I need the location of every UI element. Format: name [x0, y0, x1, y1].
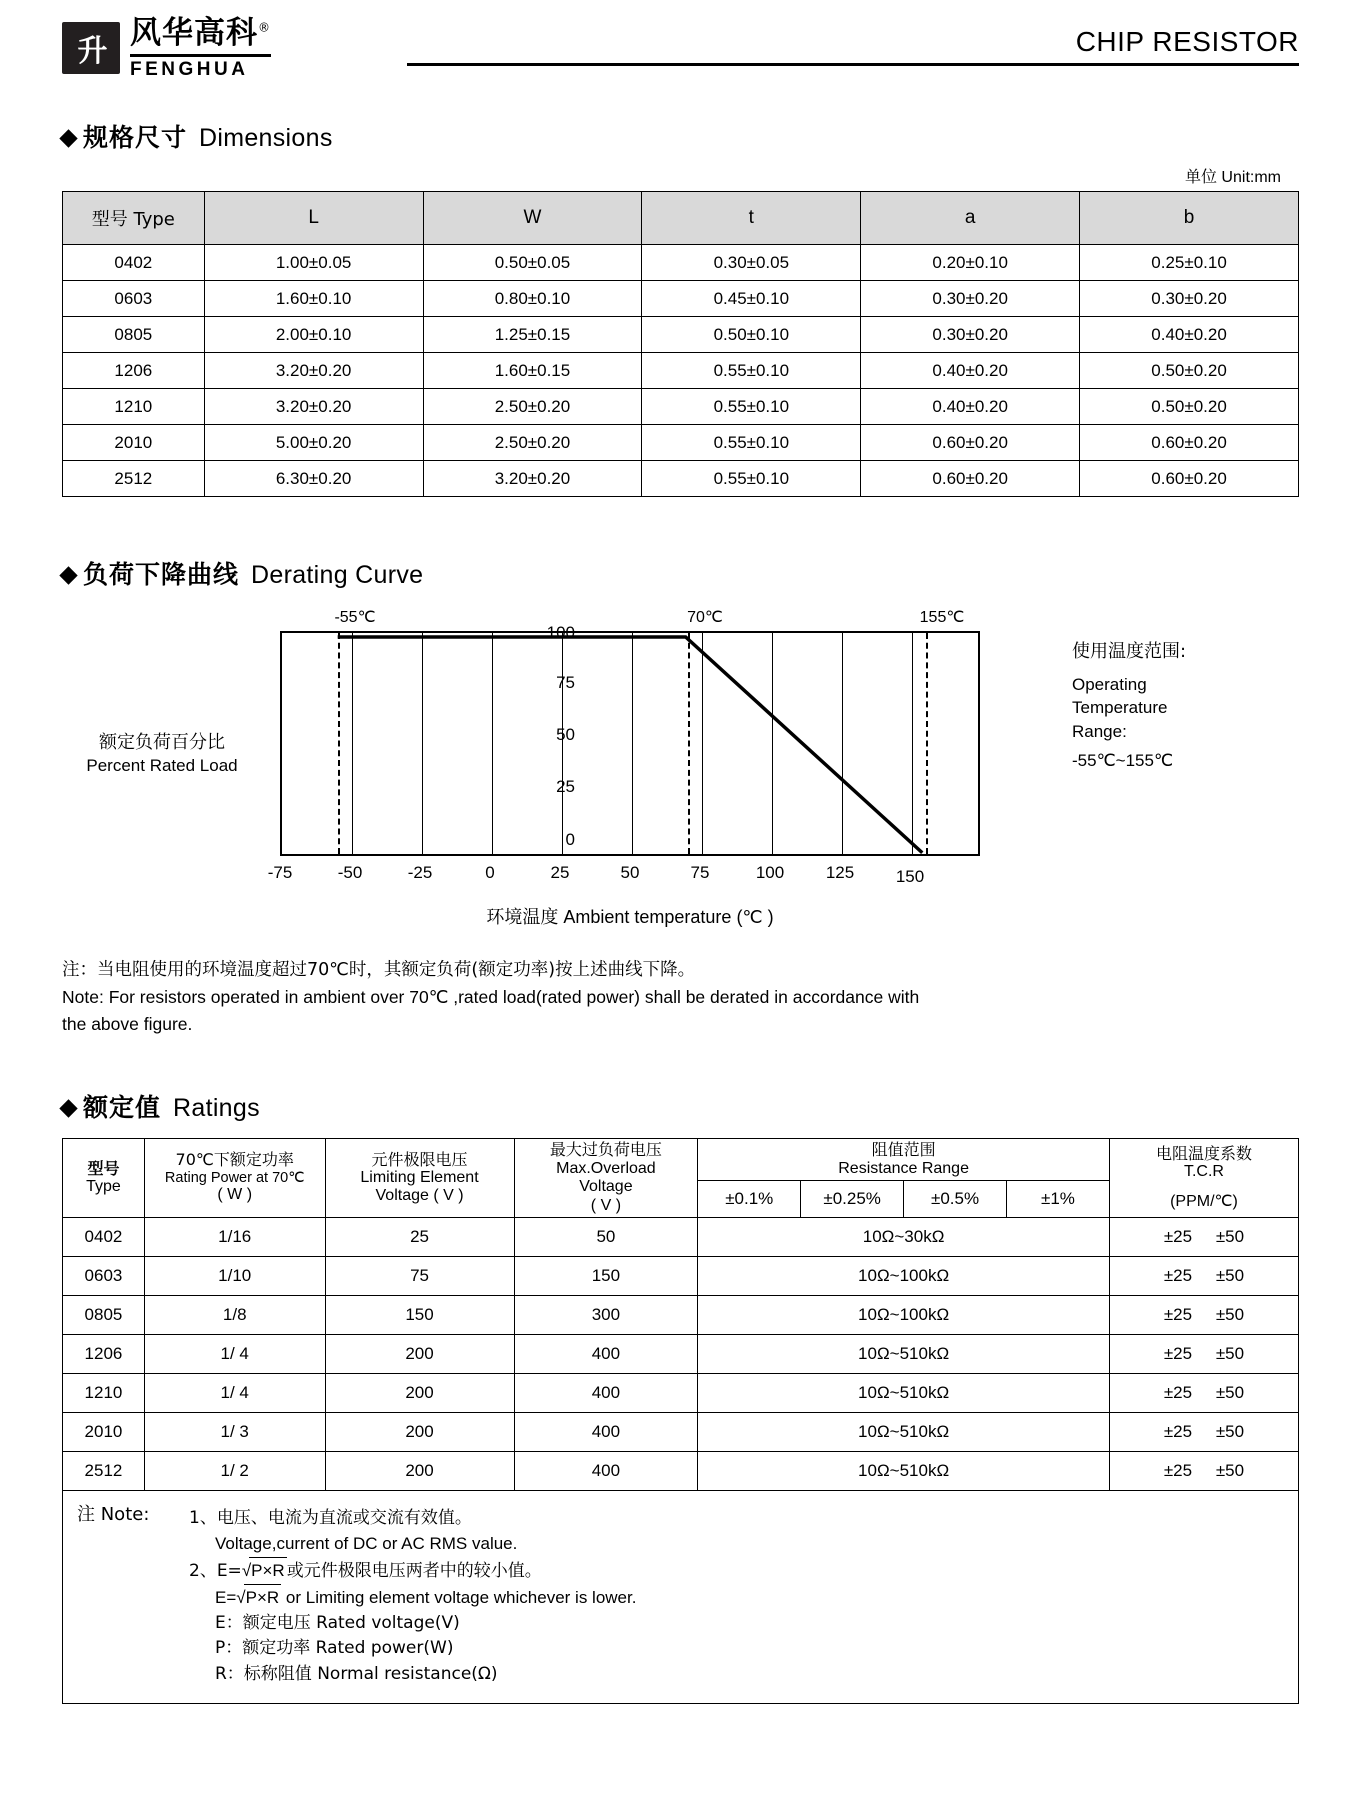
cell-type: 0402 [63, 1217, 145, 1256]
cell-b: 0.50±0.20 [1080, 389, 1299, 425]
cell-power: 1/ 4 [144, 1334, 325, 1373]
cell-tcr-1: ±25 [1163, 1460, 1193, 1480]
chart-xtick--50: -50 [337, 863, 363, 882]
cell-power: 1/ 3 [144, 1412, 325, 1451]
rat-col-tcr-en: T.C.R [1183, 1162, 1224, 1180]
cell-type: 0402 [63, 245, 205, 281]
cell-w: 0.50±0.05 [423, 245, 642, 281]
cell-b: 0.50±0.20 [1080, 353, 1299, 389]
dimensions-heading-en: Dimensions [199, 124, 333, 152]
diamond-bullet-icon [59, 566, 77, 584]
cell-tcr [1109, 1412, 1298, 1451]
derating-heading-cn: 负荷下降曲线 [83, 560, 240, 589]
chart-ytick-75: 75 [556, 673, 575, 692]
dimensions-unit-note: 单位 Unit:mm [1184, 169, 1281, 186]
x-axis-title-cn: 环境温度 [486, 907, 559, 928]
page-title: CHIP RESISTOR [1075, 26, 1299, 57]
dimensions-heading-cn: 规格尺寸 [83, 123, 188, 152]
cell-type: 0603 [63, 281, 205, 317]
cell-tcr-1: ±25 [1163, 1343, 1193, 1363]
note-item-1-cn: 1、电压、电流为直流或交流有效值。 [189, 1507, 472, 1528]
op-temp-en-1: Operating [1072, 674, 1147, 694]
table-header-row [63, 192, 1299, 245]
derating-curve-line [282, 633, 978, 857]
cell-overload: 400 [514, 1334, 698, 1373]
cell-w: 1.25±0.15 [423, 317, 642, 353]
cell-tcr-1: ±25 [1163, 1382, 1193, 1402]
note-2-cn-prefix: 2、E= [189, 1560, 242, 1581]
cell-l: 5.00±0.20 [204, 425, 423, 461]
cell-limit: 200 [325, 1373, 514, 1412]
dim-col-b: b [1080, 192, 1299, 245]
cell-limit: 200 [325, 1412, 514, 1451]
chart-mark-minus55: -55℃ [334, 609, 376, 626]
cell-range: 10Ω~510kΩ [698, 1373, 1110, 1412]
cell-tcr-1: ±25 [1163, 1265, 1193, 1285]
cell-limit: 200 [325, 1451, 514, 1490]
logo-english-name: FENGHUA [130, 54, 271, 79]
cell-b: 0.25±0.10 [1080, 245, 1299, 281]
note-2-en-suffix: or Limiting element voltage whichever is lower. [281, 1588, 637, 1608]
rat-col-power [144, 1139, 325, 1218]
cell-tcr-1: ±25 [1163, 1421, 1193, 1441]
table-row [63, 425, 1299, 461]
cell-l: 2.00±0.10 [204, 317, 423, 353]
table-row [63, 317, 1299, 353]
table-row [63, 1217, 1299, 1256]
table-row [63, 1412, 1299, 1451]
cell-t: 0.30±0.05 [642, 245, 861, 281]
cell-l: 3.20±0.20 [204, 389, 423, 425]
op-temp-range: -55℃~155℃ [1072, 751, 1174, 771]
chart-ytick-0: 0 [565, 830, 575, 849]
cell-w: 2.50±0.20 [423, 425, 642, 461]
cell-type: 2512 [63, 1451, 145, 1490]
ratings-heading-cn: 额定值 [83, 1093, 162, 1123]
chart-xtick-50: 50 [620, 863, 640, 882]
cell-type: 2010 [63, 1412, 145, 1451]
dim-col-type: 型号 Type [63, 192, 205, 245]
rat-col-range-cn: 阻值范围 [871, 1140, 936, 1160]
cell-tcr-2: ±50 [1215, 1226, 1245, 1246]
cell-t: 0.45±0.10 [642, 281, 861, 317]
chart-xtick-100: 100 [755, 863, 785, 882]
chart-plot-area [280, 631, 980, 856]
cell-b: 0.30±0.20 [1080, 281, 1299, 317]
cell-tcr [1109, 1373, 1298, 1412]
note-item-4: P：额定功率 Rated power(W) [215, 1638, 454, 1659]
rat-col-overload-en1: Max.Overload [556, 1159, 656, 1177]
cell-tcr-1: ±25 [1163, 1226, 1193, 1246]
rat-col-overload-en2: Voltage [579, 1178, 633, 1196]
chart-x-axis-title [280, 903, 980, 929]
table-row [63, 1256, 1299, 1295]
cell-overload: 400 [514, 1373, 698, 1412]
note-item-5: R：标称阻值 Normal resistance(Ω) [215, 1663, 498, 1684]
rat-col-overload [514, 1139, 698, 1218]
cell-l: 1.00±0.05 [204, 245, 423, 281]
logo-mark-icon [62, 22, 120, 74]
cell-l: 1.60±0.10 [204, 281, 423, 317]
cell-t: 0.55±0.10 [642, 353, 861, 389]
dimensions-heading [62, 118, 1299, 154]
cell-tcr-2: ±50 [1215, 1343, 1245, 1363]
cell-range: 10Ω~510kΩ [698, 1412, 1110, 1451]
rat-col-range-en: Resistance Range [838, 1159, 969, 1177]
derating-note [62, 957, 1299, 1038]
rat-col-type-en: Type [86, 1178, 121, 1196]
rat-col-power-unit: ( W ) [217, 1186, 253, 1204]
cell-type: 1206 [63, 1334, 145, 1373]
rat-col-tol-05: ±0.5% [904, 1181, 1007, 1218]
cell-tcr-2: ±50 [1215, 1421, 1245, 1441]
chart-y-axis-title [62, 731, 262, 778]
cell-w: 0.80±0.10 [423, 281, 642, 317]
dim-col-a: a [861, 192, 1080, 245]
derating-note-en-2: the above figure. [62, 1014, 193, 1035]
chart-mark-155: 155℃ [919, 609, 965, 626]
cell-a: 0.60±0.20 [861, 461, 1080, 497]
cell-t: 0.50±0.10 [642, 317, 861, 353]
note-2-en-prefix: E= [215, 1588, 237, 1608]
rat-col-limit-cn: 元件极限电压 [371, 1149, 468, 1169]
cell-type: 1206 [63, 353, 205, 389]
cell-tcr-1: ±25 [1163, 1304, 1193, 1324]
cell-range: 10Ω~100kΩ [698, 1295, 1110, 1334]
table-row [63, 389, 1299, 425]
cell-limit: 75 [325, 1256, 514, 1295]
table-row [63, 1295, 1299, 1334]
cell-w: 1.60±0.15 [423, 353, 642, 389]
cell-a: 0.60±0.20 [861, 425, 1080, 461]
rat-col-tcr [1109, 1139, 1298, 1218]
cell-limit: 150 [325, 1295, 514, 1334]
cell-w: 2.50±0.20 [423, 389, 642, 425]
chart-xtick-150: 150 [895, 867, 925, 886]
chart-xtick-125: 125 [825, 863, 855, 882]
cell-type: 2010 [63, 425, 205, 461]
note-item-2-cn [189, 1557, 1284, 1585]
cell-a: 0.30±0.20 [861, 317, 1080, 353]
cell-type: 1210 [63, 1373, 145, 1412]
sqrt-icon: √ [241, 1560, 252, 1580]
table-row [63, 353, 1299, 389]
cell-a: 0.40±0.20 [861, 389, 1080, 425]
cell-w: 3.20±0.20 [423, 461, 642, 497]
note-item-2-en [189, 1584, 1284, 1611]
page-header [62, 0, 1299, 96]
rat-col-power-cn: 70℃下额定功率 [175, 1150, 294, 1170]
cell-tcr [1109, 1217, 1298, 1256]
chart-xtick--75: -75 [267, 863, 293, 882]
note-item-3: E：额定电压 Rated voltage(V) [215, 1612, 460, 1633]
rat-col-overload-unit: ( V ) [590, 1196, 622, 1214]
chart-ytick-50: 50 [556, 725, 575, 744]
table-row [63, 245, 1299, 281]
cell-power: 1/8 [144, 1295, 325, 1334]
diamond-bullet-icon [59, 1100, 77, 1118]
ratings-notes [62, 1491, 1299, 1705]
rat-col-range [698, 1139, 1110, 1181]
cell-power: 1/10 [144, 1256, 325, 1295]
cell-a: 0.20±0.10 [861, 245, 1080, 281]
cell-limit: 25 [325, 1217, 514, 1256]
cell-tcr [1109, 1295, 1298, 1334]
rat-col-limit-en2: Voltage ( V ) [375, 1187, 464, 1205]
cell-limit: 200 [325, 1334, 514, 1373]
cell-type: 2512 [63, 461, 205, 497]
cell-t: 0.55±0.10 [642, 425, 861, 461]
rat-col-type-cn: 型号 [87, 1158, 120, 1178]
cell-type: 0603 [63, 1256, 145, 1295]
cell-tcr [1109, 1256, 1298, 1295]
rat-col-type [63, 1139, 145, 1218]
cell-power: 1/ 2 [144, 1451, 325, 1490]
logo-glyph: 升 [77, 34, 105, 69]
rat-col-tol-025: ±0.25% [801, 1181, 904, 1218]
rat-col-limit-en1: Limiting Element [360, 1168, 479, 1186]
cell-range: 10Ω~30kΩ [698, 1217, 1110, 1256]
derating-note-en-1: Note: For resistors operated in ambient over 70℃ ,rated load(rated power) shall be derated in accordance with [62, 987, 920, 1008]
notes-title: 注 Note: [77, 1503, 150, 1525]
operating-temperature-note [1072, 640, 1186, 773]
cell-tcr [1109, 1334, 1298, 1373]
registered-mark: ® [258, 20, 271, 35]
chart-xtick-25: 25 [550, 863, 570, 882]
cell-overload: 400 [514, 1451, 698, 1490]
cell-t: 0.55±0.10 [642, 389, 861, 425]
note-2-radicand-en: P×R [244, 1584, 282, 1611]
chart-ytick-100: 100 [546, 623, 575, 642]
logo-chinese-name: 风华高科® [130, 14, 271, 51]
op-temp-cn: 使用温度范围: [1072, 641, 1187, 662]
cell-type: 0805 [63, 317, 205, 353]
ratings-table [62, 1138, 1299, 1491]
brand-logo [62, 14, 271, 80]
cell-b: 0.40±0.20 [1080, 317, 1299, 353]
note-2-radicand: P×R [249, 1557, 287, 1584]
table-row [63, 281, 1299, 317]
x-axis-title-en: Ambient temperature (℃ ) [563, 907, 774, 927]
derating-note-cn: 注：当电阻使用的环境温度超过70℃时，其额定负荷(额定功率)按上述曲线下降。 [62, 960, 696, 980]
notes-list [77, 1503, 1284, 1688]
cell-tcr [1109, 1451, 1298, 1490]
cell-range: 10Ω~100kΩ [698, 1256, 1110, 1295]
cell-power: 1/16 [144, 1217, 325, 1256]
op-temp-en-3: Range: [1072, 721, 1127, 741]
chart-mark-70: 70℃ [687, 609, 723, 626]
note-2-cn-suffix: 或元件极限电压两者中的较小值。 [286, 1560, 542, 1581]
chart-xtick--25: -25 [407, 863, 433, 882]
rat-col-tcr-cn: 电阻温度系数 [1155, 1143, 1252, 1163]
cell-b: 0.60±0.20 [1080, 461, 1299, 497]
chart-ytick-25: 25 [556, 777, 575, 796]
rat-col-tol-1: ±1% [1007, 1181, 1110, 1218]
cell-a: 0.40±0.20 [861, 353, 1080, 389]
chart-xtick-75: 75 [690, 863, 710, 882]
derating-heading [62, 555, 1299, 591]
cell-tcr-2: ±50 [1215, 1265, 1245, 1285]
rat-col-tol-01: ±0.1% [698, 1181, 801, 1218]
table-header-row [63, 1139, 1299, 1181]
rat-col-limit [325, 1139, 514, 1218]
ratings-heading [62, 1088, 1299, 1124]
op-temp-en-2: Temperature [1072, 698, 1168, 718]
cell-overload: 50 [514, 1217, 698, 1256]
sqrt-icon: √ [236, 1588, 246, 1608]
note-item-1-en: Voltage,current of DC or AC RMS value. [215, 1534, 518, 1554]
y-axis-title-cn: 额定负荷百分比 [99, 732, 225, 753]
rat-col-power-en: Rating Power at 70℃ [164, 1169, 305, 1186]
derating-chart [62, 605, 1299, 935]
cell-type: 0805 [63, 1295, 145, 1334]
derating-heading-en: Derating Curve [251, 561, 424, 589]
diamond-bullet-icon [59, 129, 77, 147]
cell-l: 3.20±0.20 [204, 353, 423, 389]
cell-l: 6.30±0.20 [204, 461, 423, 497]
table-row [63, 1373, 1299, 1412]
rat-col-overload-cn: 最大过负荷电压 [549, 1140, 662, 1160]
ratings-heading-en: Ratings [173, 1094, 260, 1123]
dim-col-l: L [204, 192, 423, 245]
header-divider [407, 63, 1299, 66]
cell-type: 1210 [63, 389, 205, 425]
cell-tcr-2: ±50 [1215, 1460, 1245, 1480]
cell-range: 10Ω~510kΩ [698, 1334, 1110, 1373]
rat-col-tcr-unit: (PPM/℃) [1170, 1193, 1238, 1211]
cell-tcr-2: ±50 [1215, 1382, 1245, 1402]
y-axis-title-en: Percent Rated Load [86, 756, 238, 776]
chart-xtick-0: 0 [485, 863, 495, 882]
cell-b: 0.60±0.20 [1080, 425, 1299, 461]
table-row [63, 1334, 1299, 1373]
logo-text [130, 14, 271, 80]
dim-col-t: t [642, 192, 861, 245]
dimensions-table [62, 191, 1299, 497]
cell-t: 0.55±0.10 [642, 461, 861, 497]
table-row [63, 1451, 1299, 1490]
cell-power: 1/ 4 [144, 1373, 325, 1412]
cell-overload: 300 [514, 1295, 698, 1334]
cell-a: 0.30±0.20 [861, 281, 1080, 317]
dim-col-w: W [423, 192, 642, 245]
cell-range: 10Ω~510kΩ [698, 1451, 1110, 1490]
table-row [63, 461, 1299, 497]
cell-overload: 150 [514, 1256, 698, 1295]
cell-tcr-2: ±50 [1215, 1304, 1245, 1324]
cell-overload: 400 [514, 1412, 698, 1451]
